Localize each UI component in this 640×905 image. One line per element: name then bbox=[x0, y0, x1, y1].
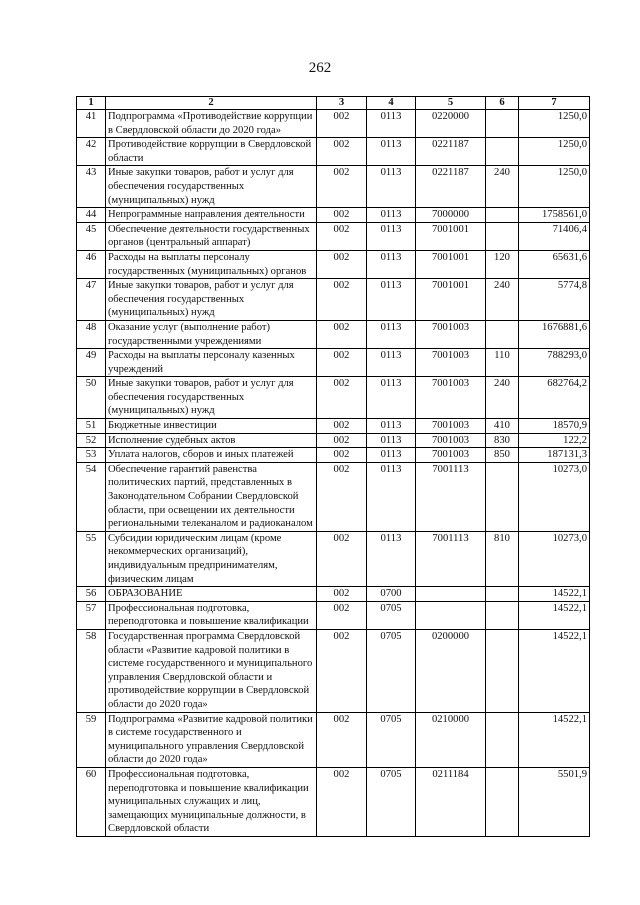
target-article-code: 7001003 bbox=[416, 320, 486, 348]
target-article-code: 7001001 bbox=[416, 222, 486, 250]
expense-type-code: 240 bbox=[486, 377, 519, 419]
row-number: 50 bbox=[77, 377, 106, 419]
row-description: Обеспечение гарантий равенства политических партий, представленных в Законодательном Собрании Свердловской области, при освещении их деятельности региональными телеканалом и радиоканалом bbox=[106, 462, 317, 531]
row-number: 59 bbox=[77, 712, 106, 767]
expense-type-code bbox=[486, 767, 519, 836]
row-description: Уплата налогов, сборов и иных платежей bbox=[106, 448, 317, 463]
section-code: 0113 bbox=[367, 448, 416, 463]
row-description: Подпрограмма «Противодействие коррупции в Свердловской области до 2020 года» bbox=[106, 110, 317, 138]
amount: 71406,4 bbox=[519, 222, 590, 250]
expense-type-code: 120 bbox=[486, 250, 519, 278]
row-description: Непрограммные направления деятельности bbox=[106, 208, 317, 223]
table-header-row bbox=[77, 97, 590, 110]
page-number: 262 bbox=[308, 60, 332, 76]
amount: 14522,1 bbox=[519, 601, 590, 629]
target-article-code: 7001001 bbox=[416, 279, 486, 321]
ministry-code: 002 bbox=[317, 279, 367, 321]
table-row bbox=[77, 208, 590, 223]
section-code: 0113 bbox=[367, 138, 416, 166]
section-code: 0113 bbox=[367, 222, 416, 250]
row-number: 48 bbox=[77, 320, 106, 348]
amount: 14522,1 bbox=[519, 629, 590, 712]
expense-type-code bbox=[486, 462, 519, 531]
row-number: 60 bbox=[77, 767, 106, 836]
ministry-code: 002 bbox=[317, 208, 367, 223]
row-number: 43 bbox=[77, 166, 106, 208]
expense-type-code bbox=[486, 629, 519, 712]
table-row bbox=[77, 448, 590, 463]
row-description: Профессиональная подготовка, переподготовка и повышение квалификации муниципальных служащих и лиц, замещающих муниципальные должности, в Свердловской области bbox=[106, 767, 317, 836]
row-description: Профессиональная подготовка, переподготовка и повышение квалификации bbox=[106, 601, 317, 629]
row-description: Расходы на выплаты персоналу казенных учреждений bbox=[106, 349, 317, 377]
table-row bbox=[77, 138, 590, 166]
table-row bbox=[77, 712, 590, 767]
section-code: 0113 bbox=[367, 166, 416, 208]
expense-type-code bbox=[486, 110, 519, 138]
row-description: Иные закупки товаров, работ и услуг для обеспечения государственных (муниципальных) нужд bbox=[106, 166, 317, 208]
amount: 14522,1 bbox=[519, 587, 590, 602]
row-description: Государственная программа Свердловской области «Развитие кадровой политики в системе государственного и муниципального управления Свердловской области и противодействие коррупции в Свердловской области до 2020 года» bbox=[106, 629, 317, 712]
row-description: Противодействие коррупции в Свердловской области bbox=[106, 138, 317, 166]
ministry-code: 002 bbox=[317, 320, 367, 348]
table-row bbox=[77, 419, 590, 434]
amount: 65631,6 bbox=[519, 250, 590, 278]
ministry-code: 002 bbox=[317, 531, 367, 586]
amount: 5501,9 bbox=[519, 767, 590, 836]
row-description: Бюджетные инвестиции bbox=[106, 419, 317, 434]
row-number: 51 bbox=[77, 419, 106, 434]
amount: 18570,9 bbox=[519, 419, 590, 434]
row-number: 45 bbox=[77, 222, 106, 250]
row-number: 47 bbox=[77, 279, 106, 321]
target-article-code: 0221187 bbox=[416, 166, 486, 208]
row-number: 41 bbox=[77, 110, 106, 138]
amount: 5774,8 bbox=[519, 279, 590, 321]
section-code: 0705 bbox=[367, 629, 416, 712]
section-code: 0705 bbox=[367, 601, 416, 629]
section-code: 0113 bbox=[367, 208, 416, 223]
table-row bbox=[77, 250, 590, 278]
table-row bbox=[77, 587, 590, 602]
column-header: 5 bbox=[416, 97, 486, 110]
row-description: Расходы на выплаты персоналу государственных (муниципальных) органов bbox=[106, 250, 317, 278]
amount: 1250,0 bbox=[519, 110, 590, 138]
section-code: 0113 bbox=[367, 377, 416, 419]
row-number: 55 bbox=[77, 531, 106, 586]
target-article-code bbox=[416, 587, 486, 602]
expense-type-code bbox=[486, 712, 519, 767]
ministry-code: 002 bbox=[317, 587, 367, 602]
target-article-code: 0211184 bbox=[416, 767, 486, 836]
expense-type-code: 830 bbox=[486, 433, 519, 448]
row-number: 57 bbox=[77, 601, 106, 629]
ministry-code: 002 bbox=[317, 712, 367, 767]
row-description: Подпрограмма «Развитие кадровой политики в системе государственного и муниципального управления Свердловской области до 2020 года» bbox=[106, 712, 317, 767]
expense-type-code bbox=[486, 208, 519, 223]
expense-type-code: 850 bbox=[486, 448, 519, 463]
expense-type-code bbox=[486, 222, 519, 250]
row-description: Иные закупки товаров, работ и услуг для обеспечения государственных (муниципальных) нужд bbox=[106, 279, 317, 321]
section-code: 0705 bbox=[367, 712, 416, 767]
column-header: 1 bbox=[77, 97, 106, 110]
target-article-code: 7001003 bbox=[416, 349, 486, 377]
expense-type-code bbox=[486, 138, 519, 166]
row-number: 49 bbox=[77, 349, 106, 377]
ministry-code: 002 bbox=[317, 377, 367, 419]
expense-type-code bbox=[486, 587, 519, 602]
row-number: 53 bbox=[77, 448, 106, 463]
column-header: 6 bbox=[486, 97, 519, 110]
ministry-code: 002 bbox=[317, 462, 367, 531]
target-article-code: 0200000 bbox=[416, 629, 486, 712]
section-code: 0113 bbox=[367, 419, 416, 434]
ministry-code: 002 bbox=[317, 138, 367, 166]
table-row bbox=[77, 601, 590, 629]
target-article-code: 0221187 bbox=[416, 138, 486, 166]
table-row bbox=[77, 433, 590, 448]
ministry-code: 002 bbox=[317, 767, 367, 836]
row-description: Обеспечение деятельности государственных органов (центральный аппарат) bbox=[106, 222, 317, 250]
target-article-code: 7001003 bbox=[416, 448, 486, 463]
table-row bbox=[77, 110, 590, 138]
row-number: 52 bbox=[77, 433, 106, 448]
target-article-code: 7001001 bbox=[416, 250, 486, 278]
amount: 682764,2 bbox=[519, 377, 590, 419]
target-article-code: 7001113 bbox=[416, 531, 486, 586]
amount: 1676881,6 bbox=[519, 320, 590, 348]
amount: 122,2 bbox=[519, 433, 590, 448]
section-code: 0113 bbox=[367, 462, 416, 531]
section-code: 0113 bbox=[367, 433, 416, 448]
table-row bbox=[77, 279, 590, 321]
table-row bbox=[77, 629, 590, 712]
amount: 10273,0 bbox=[519, 531, 590, 586]
expense-type-code: 410 bbox=[486, 419, 519, 434]
row-number: 58 bbox=[77, 629, 106, 712]
expense-type-code: 110 bbox=[486, 349, 519, 377]
row-number: 54 bbox=[77, 462, 106, 531]
ministry-code: 002 bbox=[317, 166, 367, 208]
table-row bbox=[77, 462, 590, 531]
table-row bbox=[77, 531, 590, 586]
target-article-code: 7001003 bbox=[416, 419, 486, 434]
expense-type-code bbox=[486, 320, 519, 348]
section-code: 0113 bbox=[367, 320, 416, 348]
target-article-code: 7001113 bbox=[416, 462, 486, 531]
row-description: ОБРАЗОВАНИЕ bbox=[106, 587, 317, 602]
table-row bbox=[77, 166, 590, 208]
expense-type-code: 240 bbox=[486, 166, 519, 208]
section-code: 0113 bbox=[367, 531, 416, 586]
row-description: Иные закупки товаров, работ и услуг для обеспечения государственных (муниципальных) нужд bbox=[106, 377, 317, 419]
table-row bbox=[77, 767, 590, 836]
ministry-code: 002 bbox=[317, 433, 367, 448]
table-row bbox=[77, 377, 590, 419]
expense-type-code: 810 bbox=[486, 531, 519, 586]
target-article-code: 0210000 bbox=[416, 712, 486, 767]
row-description: Исполнение судебных актов bbox=[106, 433, 317, 448]
ministry-code: 002 bbox=[317, 349, 367, 377]
row-number: 46 bbox=[77, 250, 106, 278]
amount: 1250,0 bbox=[519, 138, 590, 166]
amount: 1250,0 bbox=[519, 166, 590, 208]
section-code: 0700 bbox=[367, 587, 416, 602]
ministry-code: 002 bbox=[317, 419, 367, 434]
table-row bbox=[77, 222, 590, 250]
amount: 14522,1 bbox=[519, 712, 590, 767]
column-header: 3 bbox=[317, 97, 367, 110]
ministry-code: 002 bbox=[317, 250, 367, 278]
column-header: 7 bbox=[519, 97, 590, 110]
section-code: 0113 bbox=[367, 110, 416, 138]
row-number: 44 bbox=[77, 208, 106, 223]
row-number: 42 bbox=[77, 138, 106, 166]
target-article-code: 7000000 bbox=[416, 208, 486, 223]
expense-type-code bbox=[486, 601, 519, 629]
section-code: 0113 bbox=[367, 349, 416, 377]
ministry-code: 002 bbox=[317, 110, 367, 138]
row-description: Оказание услуг (выполнение работ) государственными учреждениями bbox=[106, 320, 317, 348]
budget-table bbox=[76, 96, 590, 837]
ministry-code: 002 bbox=[317, 222, 367, 250]
target-article-code: 7001003 bbox=[416, 433, 486, 448]
row-description: Субсидии юридическим лицам (кроме некоммерческих организаций), индивидуальным предпринимателям, физическим лицам bbox=[106, 531, 317, 586]
amount: 187131,3 bbox=[519, 448, 590, 463]
target-article-code: 7001003 bbox=[416, 377, 486, 419]
section-code: 0113 bbox=[367, 250, 416, 278]
ministry-code: 002 bbox=[317, 629, 367, 712]
target-article-code bbox=[416, 601, 486, 629]
amount: 10273,0 bbox=[519, 462, 590, 531]
section-code: 0113 bbox=[367, 279, 416, 321]
ministry-code: 002 bbox=[317, 601, 367, 629]
target-article-code: 0220000 bbox=[416, 110, 486, 138]
table-row bbox=[77, 349, 590, 377]
amount: 788293,0 bbox=[519, 349, 590, 377]
amount: 1758561,0 bbox=[519, 208, 590, 223]
row-number: 56 bbox=[77, 587, 106, 602]
expense-type-code: 240 bbox=[486, 279, 519, 321]
column-header: 2 bbox=[106, 97, 317, 110]
column-header: 4 bbox=[367, 97, 416, 110]
table-row bbox=[77, 320, 590, 348]
section-code: 0705 bbox=[367, 767, 416, 836]
ministry-code: 002 bbox=[317, 448, 367, 463]
